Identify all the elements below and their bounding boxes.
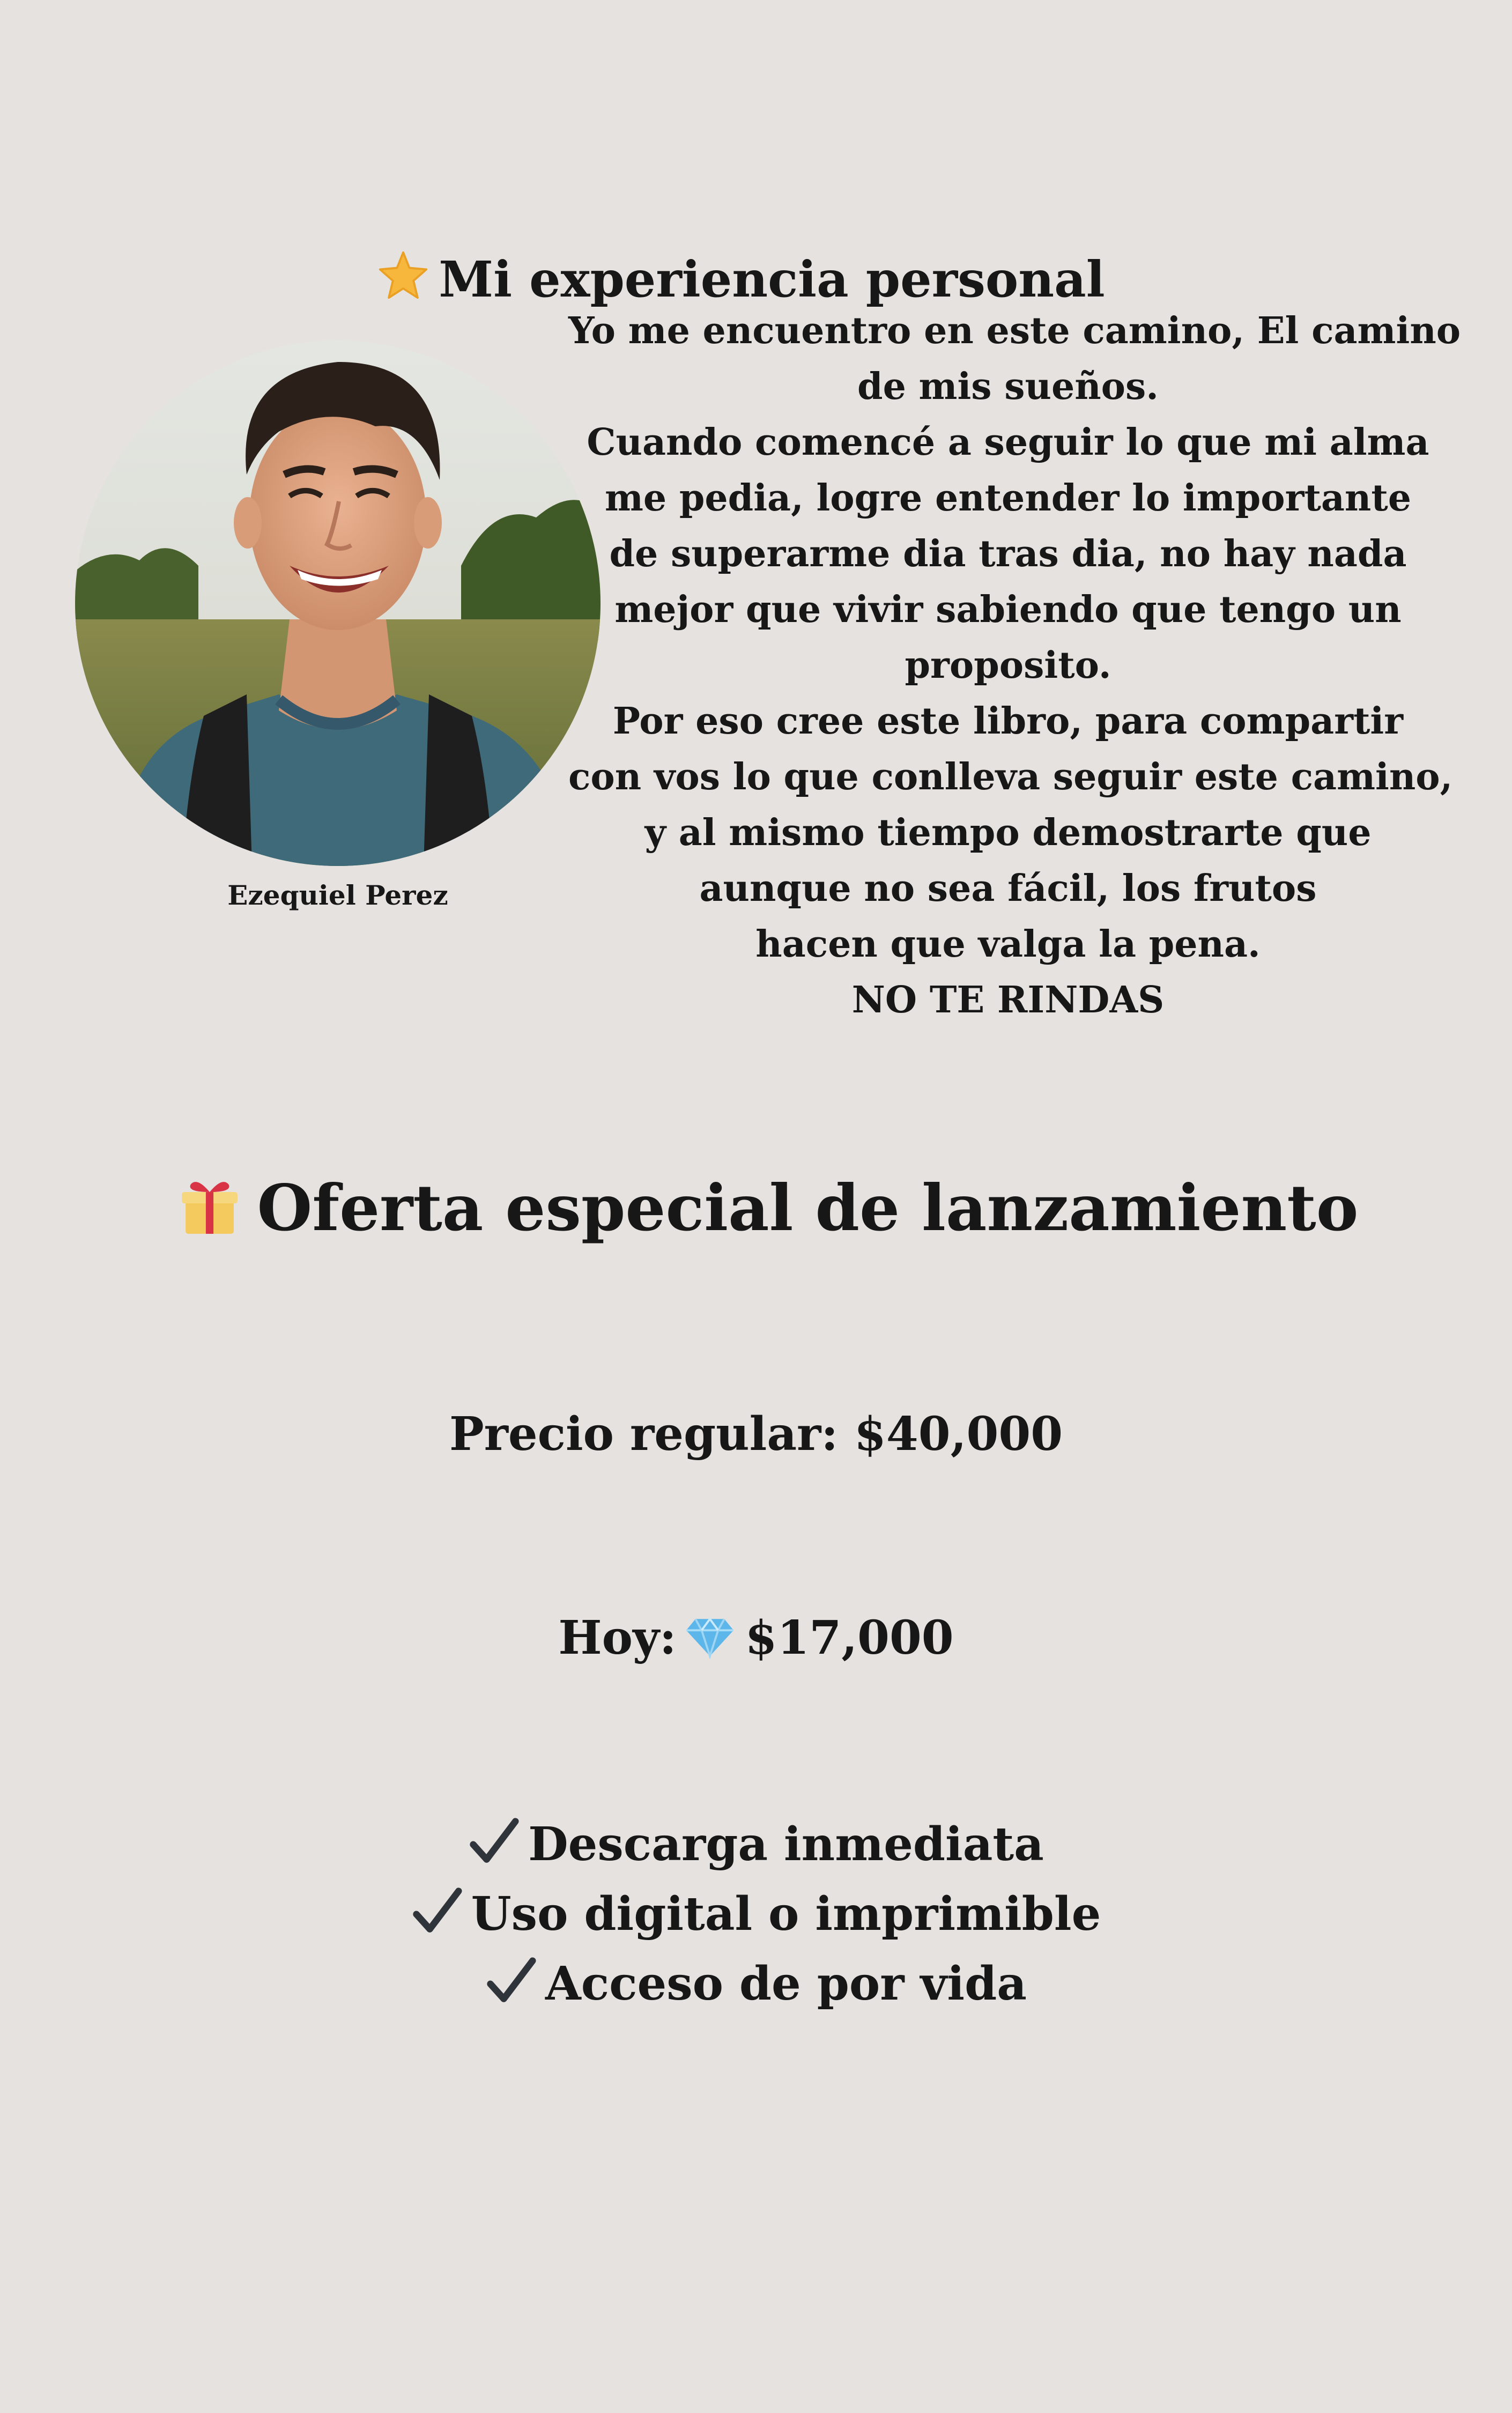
- check-icon: [468, 1816, 520, 1868]
- story-line: y al mismo tiempo demostrarte que: [644, 811, 1372, 854]
- benefits-list: [0, 1810, 1512, 2019]
- story-line: de mis sueños.: [857, 365, 1159, 408]
- story-line: NO TE RINDAS: [851, 979, 1165, 1022]
- story-line: me pedia, logre entender lo importante: [604, 477, 1412, 520]
- check-icon: [411, 1886, 463, 1937]
- today-price-value: $17,000: [745, 1611, 954, 1665]
- benefit-label: Descarga inmediata: [528, 1817, 1044, 1871]
- offer-heading-text: Oferta especial de lanzamiento: [257, 1170, 1359, 1245]
- today-label: Hoy:: [558, 1611, 677, 1665]
- star-icon: [377, 249, 429, 301]
- author-name: Ezequiel Perez: [227, 879, 448, 911]
- story-line: mejor que vivir sabiendo que tengo un: [614, 588, 1402, 631]
- story-text: [568, 303, 1461, 1028]
- offer-heading: [0, 1168, 1512, 1248]
- story-line: aunque no sea fácil, los frutos: [699, 867, 1317, 910]
- experience-heading: [0, 247, 1512, 312]
- today-price-row: [0, 1606, 1512, 1670]
- story-line: Por eso cree este libro, para compartir: [612, 700, 1404, 743]
- story-line: hacen que valga la pena.: [755, 923, 1261, 966]
- benefit-label: Acceso de por vida: [545, 1957, 1027, 2011]
- diamond-icon: [684, 1609, 736, 1660]
- author-photo: [75, 341, 601, 866]
- story-line: Cuando comencé a seguir lo que mi alma: [587, 421, 1429, 464]
- gift-icon: [178, 1174, 241, 1238]
- story-line: con vos lo que conlleva seguir este camino,: [568, 756, 1453, 798]
- check-icon: [485, 1956, 537, 2007]
- benefit-label: Uso digital o imprimible: [471, 1887, 1101, 1941]
- benefit-item: [0, 1810, 1512, 1879]
- story-line: proposito.: [905, 644, 1111, 687]
- story-line: Yo me encuentro en este camino, El camino: [568, 309, 1461, 352]
- experience-heading-text: Mi experiencia personal: [439, 250, 1105, 309]
- regular-price: Precio regular: $40,000: [449, 1407, 1063, 1461]
- benefit-item: [0, 1879, 1512, 1949]
- story-line: de superarme dia tras dia, no hay nada: [609, 532, 1407, 575]
- benefit-item: [0, 1949, 1512, 2019]
